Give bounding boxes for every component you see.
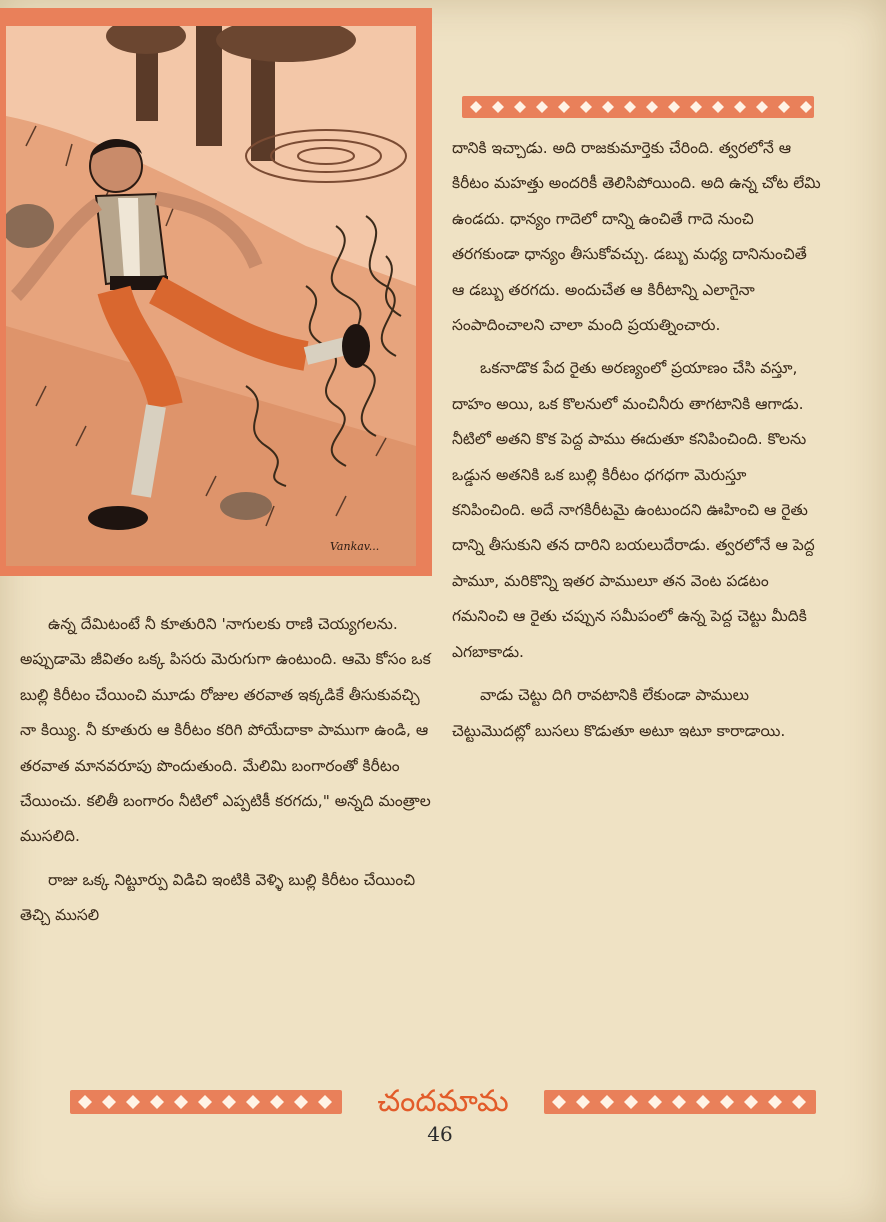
story-illustration (0, 8, 432, 576)
illustrator-signature: Vankav... (330, 540, 380, 553)
decorative-border-right (544, 1090, 816, 1114)
man-running-from-snakes-illustration (6, 26, 416, 566)
paragraph: ఒకనాడొక పేద రైతు అరణ్యంలో ప్రయాణం చేసి వస్తూ, దాహం అయి, ఒక కొలనులో మంచినీరు తాగటానికి ఆగాడు. నీటిలో అతని కొక పెద్ద పాము ఈదుతూ కనిపించింది. కొలను ఒడ్డున అతనికి ఒక బుల్లి కిరీటం ధగధగా మెరుస్తూ కనిపించింది. అదే నాగకిరీటమై ఉంటుందని ఊహించి ఆ రైతు దాన్ని తీసుకుని తన దారిని బయలుదేరాడు. త్వరలోనే ఆ పెద్ద పామూ, మరికొన్ని ఇతర పాములూ తన వెంట పడటం గమనించి ఆ రైతు చప్పున సమీపంలో ఉన్న పెద్ద చెట్టు మీదికి ఎగబాకాడు. (452, 359, 815, 661)
left-text-column (20, 607, 432, 934)
decorative-border-top (462, 96, 814, 118)
paragraph: దానికి ఇచ్చాడు. అది రాజకుమార్తెకు చేరింది. త్వరలోనే ఆ కిరీటం మహత్తు అందరికీ తెలిసిపోయింది. అది ఉన్న చోట లేమి ఉండదు. ధాన్యం గాదెలో దాన్ని ఉంచితే గాదె నుంచి తరగకుండా ధాన్యం తీసుకోవచ్చు. డబ్బు మధ్య దానినుంచితే ఆ డబ్బు తరగదు. అందుచేత ఆ కిరీటాన్ని ఎలాగైనా సంపాదించాలని చాలా మంది ప్రయత్నించారు. (452, 139, 821, 335)
right-text-column (452, 131, 822, 749)
magazine-title: చందమామ (377, 1084, 509, 1119)
decorative-border-left (70, 1090, 342, 1114)
paragraph: ఉన్న దేమిటంటే నీ కూతురిని 'నాగులకు రాణి చెయ్యగలను. అప్పుడామె జీవితం ఒక్క పిసరు మెరుగుగా ఉంటుంది. ఆమె కోసం ఒక బుల్లి కిరీటం చేయించి మూడు రోజుల తరవాత ఇక్కడికే తీసుకువచ్చి నా కియ్యి. నీ కూతురు ఆ కిరీటం కరిగి పోయేదాకా పాముగా ఉండి, ఆ తరవాత మానవరూపు పొందుతుంది. మేలిమి బంగారంతో కిరీటం చేయించు. కలితీ బంగారం నీటిలో ఎప్పటికీ కరగదు," అన్నది మంత్రాల ముసలిది. (20, 615, 431, 846)
paragraph: వాడు చెట్టు దిగి రావటానికి లేకుండా పాములు చెట్టుమొదట్లో బుసలు కొడుతూ అటూ ఇటూ కారాడాయి. (452, 686, 786, 740)
page-number: 46 (427, 1122, 453, 1146)
paragraph: రాజు ఒక్క నిట్టూర్పు విడిచి ఇంటికి వెళ్ళి బుల్లి కిరీటం చేయించి తెచ్చి ముసలి (20, 870, 416, 925)
